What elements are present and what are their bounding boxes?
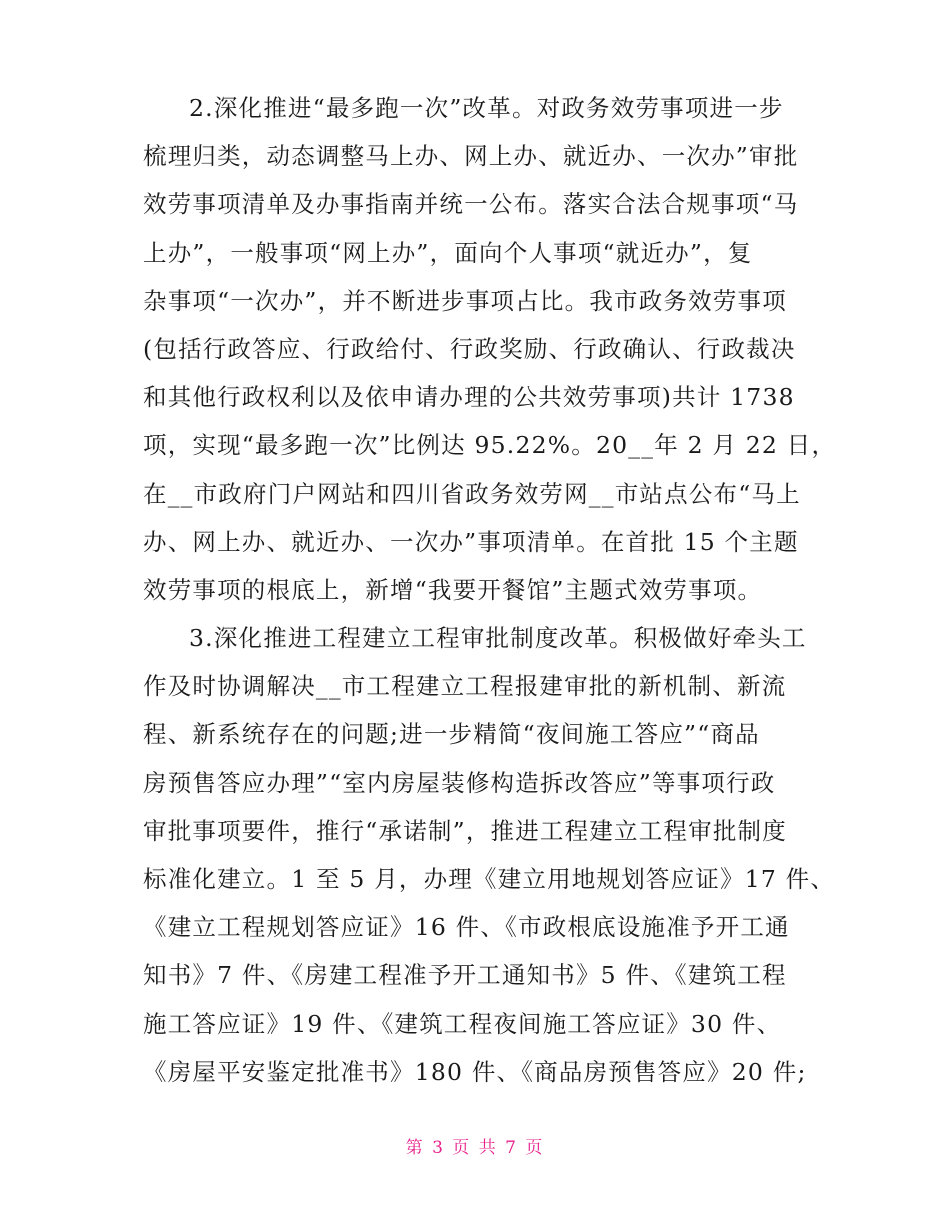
- paragraph-2-line-7: 和其他行政权利以及依申请办理的公共效劳事项)共计 1738: [143, 383, 795, 412]
- paragraph-3-line-2: 作及时协调解决__市工程建立工程报建审批的新机制、新流: [143, 672, 787, 701]
- paragraph-2-line-8: 项，实现“最多跑一次”比例达 95.22%。20__年 2 月 22 日，: [143, 431, 837, 460]
- paragraph-3-line-3: 程、新系统存在的问题;进一步精简“夜间施工答应”“商品: [143, 720, 760, 749]
- paragraph-2-line-6: (包括行政答应、行政给付、行政奖励、行政确认、行政裁决: [143, 334, 796, 363]
- paragraph-2-line-1: 2.深化推进“最多跑一次”改革。对政务效劳事项进一步: [189, 94, 784, 122]
- paragraph-2-line-4: 上办”，一般事项“网上办”，面向个人事项“就近办”，复: [143, 238, 753, 267]
- paragraph-2-line-5: 杂事项“一次办”，并不断进步事项占比。我市政务效劳事项: [143, 286, 787, 315]
- paragraph-2-line-11: 效劳事项的根底上，新增“我要开餐馆”主题式效劳事项。: [143, 575, 763, 604]
- paragraph-3-line-5: 审批事项要件，推行“承诺制”，推进工程建立工程审批制度: [143, 816, 787, 845]
- paragraph-3-line-9: 施工答应证》19 件、《建筑工程夜间施工答应证》30 件、: [143, 1009, 782, 1038]
- paragraph-2-line-10: 办、网上办、就近办、一次办”事项清单。在首批 15 个主题: [143, 527, 799, 556]
- document-body: [143, 88, 837, 1100]
- page-number-footer: 第 3 页 共 7 页: [405, 1138, 545, 1158]
- paragraph-3-line-8: 知书》7 件、《房建工程准予开工通知书》5 件、《建筑工程: [143, 961, 787, 990]
- paragraph-2-line-9: 在__市政府门户网站和四川省政务效劳网__市站点公布“马上: [143, 479, 801, 508]
- paragraph-2-line-2: 梳理归类，动态调整马上办、网上办、就近办、一次办”审批: [143, 142, 799, 171]
- paragraph-3-line-1: 3.深化推进工程建立工程审批制度改革。积极做好牵头工: [189, 624, 807, 653]
- paragraph-3-line-4: 房预售答应办理”“室内房屋装修构造拆改答应”等事项行政: [143, 768, 776, 797]
- paragraph-2-line-3: 效劳事项清单及办事指南并统一公布。落实合法合规事项“马: [143, 190, 799, 219]
- paragraph-3-line-6: 标准化建立。1 至 5 月，办理《建立用地规划答应证》17 件、: [143, 865, 836, 893]
- paragraph-3-line-10: 《房屋平安鉴定批准书》180 件、《商品房预售答应》20 件;: [143, 1057, 807, 1086]
- paragraph-3-line-7: 《建立工程规划答应证》16 件、《市政根底设施准予开工通: [143, 913, 790, 942]
